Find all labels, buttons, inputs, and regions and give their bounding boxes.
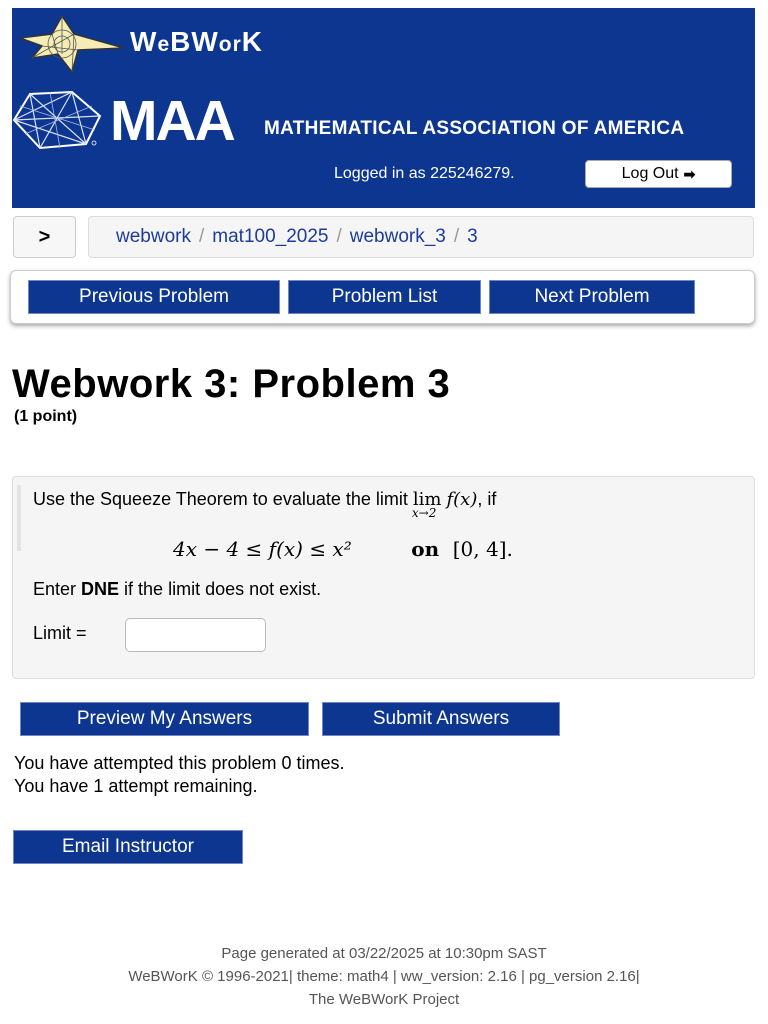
app-title: WeBWorK xyxy=(130,26,264,57)
answer-label: Limit = xyxy=(33,623,87,643)
point-value: (1 point) xyxy=(14,408,78,425)
breadcrumb-separator: / xyxy=(336,226,342,247)
previous-problem-button[interactable]: Previous Problem xyxy=(28,280,280,314)
breadcrumb-course[interactable]: mat100_2025 xyxy=(212,226,329,247)
logged-in-text: Logged in as 225246279. xyxy=(334,165,515,182)
generated-time: Page generated at 03/22/2025 at 10:30pm SAST xyxy=(221,945,547,962)
attempt-status xyxy=(14,752,345,798)
inequality-display: 4x − 4 ≤ f(x) ≤ x² on [0, 4]. xyxy=(173,537,513,561)
logout-button[interactable] xyxy=(585,160,732,188)
submit-answers-button[interactable]: Submit Answers xyxy=(322,702,560,736)
preview-answers-button[interactable]: Preview My Answers xyxy=(20,702,309,736)
maa-logo-icon xyxy=(0,86,110,152)
breadcrumb-separator: / xyxy=(198,226,205,247)
attempted-count-text: You have attempted this problem 0 times. xyxy=(14,753,345,773)
problem-body xyxy=(12,476,755,679)
breadcrumb-separator: / xyxy=(453,226,460,247)
page-title: Webwork 3: Problem 3 xyxy=(12,362,451,406)
webwork-logo-icon xyxy=(12,8,132,78)
logout-label: Log Out xyxy=(621,165,679,182)
limit-answer-input[interactable] xyxy=(125,618,266,652)
page-footer xyxy=(0,942,768,1011)
next-problem-button[interactable]: Next Problem xyxy=(489,280,695,314)
problem-list-button[interactable]: Problem List xyxy=(288,280,481,314)
breadcrumb-problem[interactable]: 3 xyxy=(467,226,478,247)
email-instructor-button[interactable]: Email Instructor xyxy=(13,830,243,864)
maa-full-name: MATHEMATICAL ASSOCIATION OF AMERICA xyxy=(264,118,685,139)
sidebar-toggle-button[interactable] xyxy=(13,216,76,258)
breadcrumb xyxy=(88,216,754,258)
sign-out-icon: ➡ xyxy=(683,165,696,182)
limit-expression: lim x→2 xyxy=(411,489,442,520)
version-info: WeBWorK © 1996-2021| theme: math4 | ww_version: 2.16 | pg_version 2.16| xyxy=(128,968,640,985)
problem-side-bar xyxy=(17,485,21,551)
maa-abbrev: MAA xyxy=(110,89,234,153)
dne-instruction: Enter DNE if the limit does not exist. xyxy=(33,579,322,599)
chevron-right-icon: > xyxy=(38,225,51,248)
breadcrumb-webwork[interactable]: webwork xyxy=(116,226,191,247)
problem-statement: Use the Squeeze Theorem to evaluate the limit lim x→2 f(x), if xyxy=(33,489,497,520)
remaining-attempts-text: You have 1 attempt remaining. xyxy=(14,776,258,796)
breadcrumb-set[interactable]: webwork_3 xyxy=(349,226,446,247)
project-link[interactable]: The WeBWorK Project xyxy=(308,991,460,1008)
